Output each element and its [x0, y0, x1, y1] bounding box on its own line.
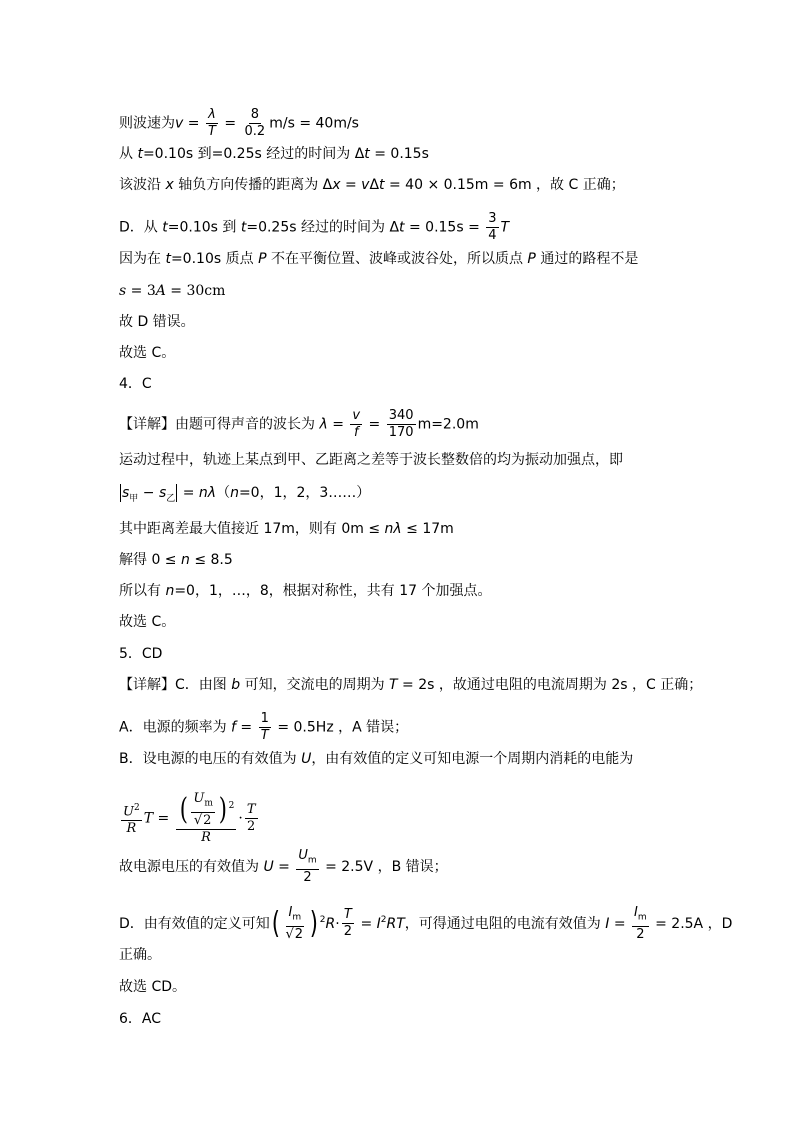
- text-line: 该波沿 x 轴负方向传播的距离为 Δx = vΔt = 40 × 0.15m = 6m ，故 C 正确；: [119, 177, 625, 193]
- text-line: 【详解】C．由图 b 可知，交流电的周期为 T = 2s ，故通过电阻的电流周期为 2s ，C 正确；: [119, 677, 703, 693]
- text-line: 其中距离差最大值接近 17m，则有 0m ≤ nλ ≤ 17m: [119, 521, 454, 537]
- abs-bar: [120, 484, 121, 502]
- fraction: $\frac{v}{f}$: [352, 408, 361, 440]
- fraction: $\frac{U^2}{R}$: [123, 802, 140, 836]
- text-line: $s_甲 - s_乙 = n\lambda(n=0$，1，2，3……）: [122, 485, 371, 504]
- fraction: $\frac{3}{4}$: [488, 211, 497, 243]
- text-line: 故选 C。: [119, 614, 176, 630]
- text-line: 则波速为v = $\frac{\lambda}{T}$ = $\frac{8}{0.2}$ m/s = 40m/s: [119, 107, 359, 139]
- text-line: 因为在 t=0.10s 质点 P 不在平衡位置、波峰或波谷处，所以质点 P 通过的路程不是: [119, 251, 639, 267]
- text-line: 故选 CD。: [119, 979, 187, 995]
- fraction: $\frac{\lambda}{T}$: [207, 107, 216, 139]
- fraction: $\frac{340}{170}$: [388, 408, 414, 440]
- text-line: B．设电源的电压的有效值为 U，由有效值的定义可知电源一个周期内消耗的电能为: [119, 751, 634, 767]
- text-line: D．由有效值的定义可知( $\frac{I_m}{√2}$ ) $^2$R· $\frac{T}{2}$ = $I^2RT$，可得通过电阻的电流有效值为 I = $\frac{I_m}{2}$ = 2.5A ，D: [119, 905, 733, 942]
- fraction: $\frac{I_m}{2}$: [634, 905, 647, 942]
- text-line: 故电源电压的有效值为 U = $\frac{U_m}{2}$ = 2.5V ，B 错误；: [119, 848, 448, 885]
- question-number: 4．C: [119, 376, 152, 392]
- text-line: 故选 C。: [119, 345, 176, 361]
- text-line: 运动过程中，轨迹上某点到甲、乙距离之差等于波长整数倍的均为振动加强点，即: [119, 452, 623, 468]
- text-line: D．从 t=0.10s 到 t=0.25s 经过的时间为 Δt = 0.15s = $\frac{3}{4}$ T: [119, 211, 510, 243]
- question-number: 6．AC: [119, 1011, 162, 1027]
- fraction: $\frac{I_m}{√2}$: [285, 905, 304, 942]
- fraction: $\frac{1}{T}$: [260, 711, 269, 743]
- fraction: $\frac{U_m}{√2}$: [193, 791, 213, 828]
- fraction: $\frac{8}{0.2}$: [244, 107, 266, 139]
- text-line: 从 t=0.10s 到=0.25s 经过的时间为 Δt = 0.15s: [119, 146, 429, 162]
- text-line: 故 D 错误。: [119, 314, 195, 330]
- fraction: $\frac{U_m}{2}$: [298, 848, 317, 885]
- fraction: $\frac{T}{2}$: [246, 801, 256, 834]
- fraction: ( $\frac{U_m}{√2}$ ) $^2$ R: [176, 792, 237, 845]
- question-number: 5．CD: [119, 646, 163, 662]
- text-line: 所以有 n=0，1，…，8，根据对称性，共有 17 个加强点。: [119, 583, 492, 599]
- text-line: A．电源的频率为 f = $\frac{1}{T}$ = 0.5Hz ，A 错误；: [119, 711, 409, 743]
- text-line: 解得 0 ≤ n ≤ 8.5: [119, 552, 233, 568]
- fraction: $\frac{T}{2}$: [343, 907, 352, 940]
- text-line: 【详解】由题可得声音的波长为 λ = $\frac{v}{f}$ = $\frac{340}{170}$ m=2.0m: [119, 408, 479, 440]
- text-line: 正确。: [119, 947, 161, 963]
- text-line: s = 3A = 30cm: [119, 283, 226, 299]
- equation-line: $\frac{U^2}{R}$ T = ( $\frac{U_m}{√2}$ ) $^2$ R · $\frac{T}{2}$: [123, 791, 256, 845]
